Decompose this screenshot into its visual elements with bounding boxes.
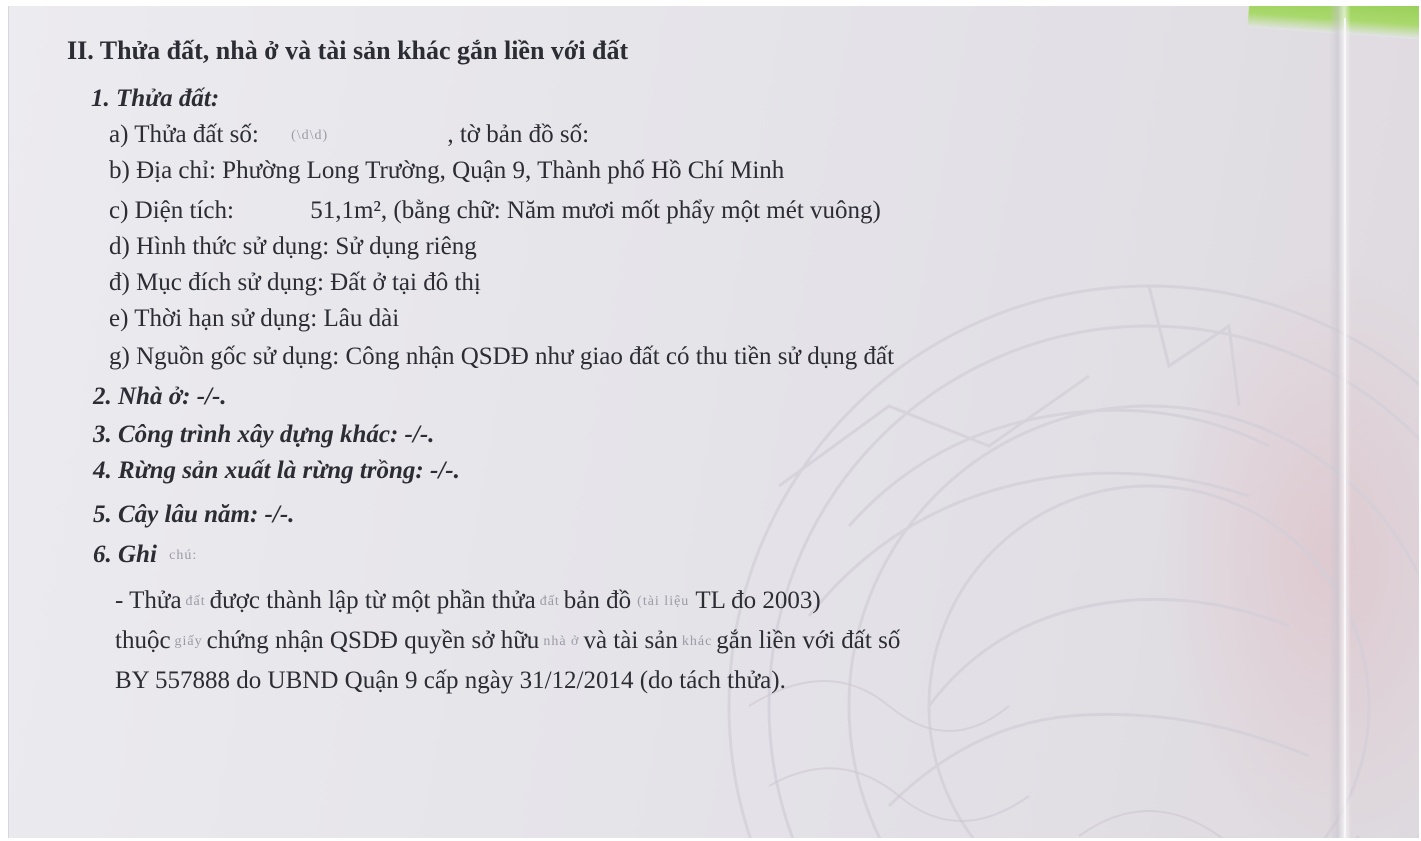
certificate-page	[8, 6, 1419, 838]
land-plot-number-row	[109, 120, 589, 151]
land-heading: 1. Thửa đất:	[91, 85, 220, 112]
land-use-term: e) Thời hạn sử dụng: Lâu dài	[109, 305, 400, 332]
map-sheet-label: , tờ bản đồ số:	[447, 121, 590, 148]
land-plot-number-redacted: (\d\d)	[291, 128, 329, 144]
certificate-text	[9, 6, 1419, 838]
land-address: b) Địa chỉ: Phường Long Trường, Quận 9, Thành phố Hồ Chí Minh	[109, 157, 785, 184]
note-line-1-redacted-3: (tài liệu	[637, 594, 690, 610]
note-line-1-part-b: được thành lập từ một phần thửa	[209, 587, 536, 614]
note-line-2-redacted-1: giấy	[174, 634, 203, 650]
house-item: 2. Nhà ở: -/-.	[93, 383, 227, 410]
land-use-form: d) Hình thức sử dụng: Sử dụng riêng	[109, 233, 477, 260]
note-line-1-part-c: bản đồ	[563, 587, 632, 614]
land-area-label: c) Diện tích:	[109, 197, 234, 224]
note-line-1-part-a: - Thửa	[115, 587, 182, 614]
note-line-1-part-d: TL đo 2003)	[695, 587, 821, 614]
section-title: II. Thửa đất, nhà ở và tài sản khác gắn liền với đất	[67, 36, 629, 65]
perennial-item: 5. Cây lâu năm: -/-.	[93, 501, 295, 528]
note-line-2-part-b: chứng nhận QSDĐ quyền sở hữu	[206, 627, 540, 654]
note-heading: 6. Ghi	[93, 541, 157, 568]
note-line-3: BY 557888 do UBND Quận 9 cấp ngày 31/12/2014 (do tách thửa).	[115, 667, 786, 694]
note-heading-redacted: chú:	[169, 548, 198, 564]
note-line-2-redacted-2: nhà ở	[543, 634, 580, 650]
note-line-2	[115, 626, 900, 657]
note-line-2-part-d: gắn liền với đất số	[716, 627, 901, 654]
land-area-value: 51,1m², (bằng chữ: Năm mươi mốt phẩy một mét vuông)	[310, 197, 881, 224]
note-heading-row	[93, 540, 197, 571]
note-line-2-redacted-3: khác	[681, 634, 713, 650]
land-area-row	[109, 196, 881, 226]
land-use-origin: g) Nguồn gốc sử dụng: Công nhận QSDĐ như giao đất có thu tiền sử dụng đất	[109, 343, 895, 370]
note-line-1-redacted-2: đất	[539, 594, 560, 610]
land-use-purpose: đ) Mục đích sử dụng: Đất ở tại đô thị	[109, 269, 481, 296]
other-works-item: 3. Công trình xây dựng khác: -/-.	[93, 421, 435, 448]
note-line-2-part-a: thuộc	[115, 627, 171, 654]
forest-item: 4. Rừng sản xuất là rừng trồng: -/-.	[93, 457, 460, 484]
note-line-1	[115, 586, 821, 617]
note-line-1-redacted-1: đất	[185, 594, 206, 610]
land-plot-number-label: a) Thửa đất số:	[109, 121, 259, 148]
note-line-2-part-c: và tài sản	[583, 627, 678, 654]
